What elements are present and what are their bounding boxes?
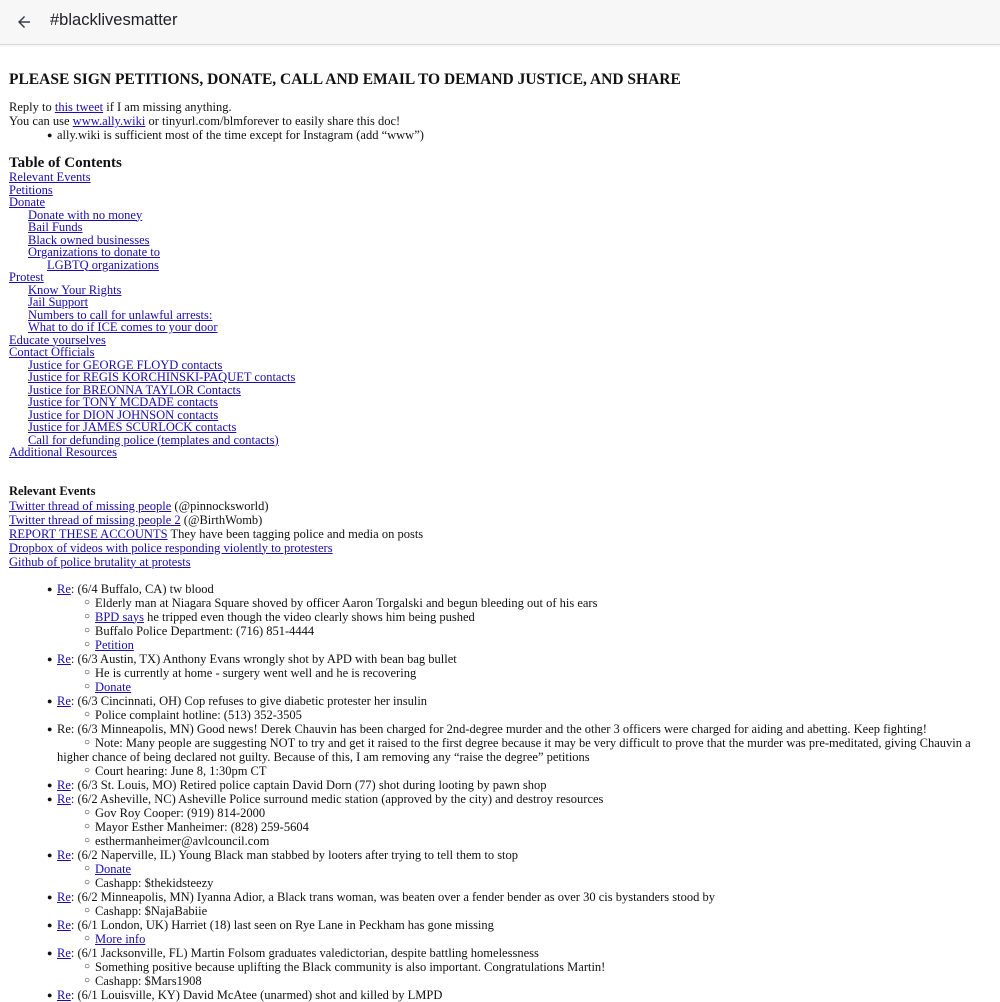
event-subitem: [9, 680, 994, 694]
subitem-text: Gov Roy Cooper: (919) 814-2000: [95, 805, 266, 820]
event-item: [9, 722, 994, 736]
toc-link[interactable]: Justice for JAMES SCURLOCK contacts: [28, 420, 237, 434]
event-subitem: [9, 736, 994, 764]
re-link[interactable]: Re: [57, 987, 71, 1002]
subitem-link[interactable]: Petition: [95, 637, 134, 652]
event-text: : (6/2 Asheville, NC) Asheville Police surround medic station (approved by the city) and destroy resources: [70, 791, 604, 806]
resource-item: [9, 513, 994, 527]
event-item: [9, 582, 994, 596]
reply-line: [9, 100, 994, 114]
subitem-text: he tripped even though the video clearly shows him being pushed: [143, 609, 475, 624]
resource-item: [9, 541, 994, 555]
subitem-text: Cashapp: $NajaBabiie: [95, 903, 208, 918]
event-item: [9, 792, 994, 806]
subitem-text: Note: Many people are suggesting NOT to try and get it raised to the first degree because it may be very difficult to prove that the murder was pre-meditated, giving Chauvin a higher chance of being declared not guilty. Because of this, I am removing any “raise the degree” petitions: [57, 735, 971, 764]
re-link[interactable]: Re: [57, 777, 71, 792]
re-link[interactable]: Re: [57, 945, 71, 960]
event-text: : (6/4 Buffalo, CA) tw blood: [70, 581, 214, 596]
event-text: Re: (6/3 Minneapolis, MN) Good news! Derek Chauvin has been charged for 2nd-degree murder and the other 3 officers were charged for aiding and abetting. Keep fighting!: [57, 721, 927, 736]
toc-title: Table of Contents: [9, 155, 122, 171]
event-item: [9, 778, 994, 792]
event-subitem: [9, 610, 994, 624]
event-subitem: [9, 820, 994, 834]
resource-item: [9, 555, 994, 569]
toc-link[interactable]: Call for defunding police (templates and contacts): [28, 432, 279, 447]
subitem-link[interactable]: Donate: [95, 679, 132, 694]
toc-link[interactable]: Justice for DION JOHNSON contacts: [28, 407, 219, 422]
share-suffix: or tinyurl.com/blmforever to easily share this doc!: [145, 114, 401, 128]
resource-note: (@pinnocksworld): [171, 498, 269, 513]
event-text: : (6/3 Austin, TX) Anthony Evans wrongly shot by APD with bean bag bullet: [70, 651, 457, 666]
toc-link[interactable]: Relevant Events: [9, 170, 91, 184]
re-link[interactable]: Re: [57, 581, 71, 596]
reply-prefix: Reply to: [9, 100, 55, 114]
toc-link[interactable]: Contact Officials: [9, 345, 95, 359]
resource-link[interactable]: Twitter thread of missing people 2: [9, 512, 181, 527]
toc-link[interactable]: Know Your Rights: [28, 282, 122, 297]
toc-link[interactable]: Organizations to donate to: [28, 245, 161, 259]
event-subitem: [9, 862, 994, 876]
toc-link[interactable]: Educate yourselves: [9, 332, 106, 347]
relevant-events-title: Relevant Events: [9, 483, 96, 498]
resource-links: [9, 499, 994, 569]
arrow-left-icon: [15, 13, 33, 31]
re-link[interactable]: Re: [57, 917, 71, 932]
reply-suffix: if I am missing anything.: [103, 100, 232, 114]
subitem-text: Police complaint hotline: (513) 352-3505: [95, 707, 302, 722]
subitem-text: Cashapp: $Mars1908: [95, 973, 202, 988]
event-subitem: [9, 624, 994, 638]
resource-link[interactable]: REPORT THESE ACCOUNTS: [9, 526, 168, 541]
resource-item: [9, 499, 994, 513]
toc-link[interactable]: Jail Support: [28, 295, 89, 309]
table-of-contents: [9, 171, 994, 459]
event-subitem: [9, 876, 994, 890]
toc-link[interactable]: Justice for GEORGE FLOYD contacts: [28, 357, 223, 372]
toc-link[interactable]: Donate: [9, 195, 46, 209]
event-subitem: [9, 904, 994, 918]
toc-link[interactable]: Black owned businesses: [28, 232, 150, 247]
event-subitem: [9, 596, 994, 610]
event-subitem: [9, 960, 994, 974]
toc-link[interactable]: Protest: [9, 270, 44, 284]
subitem-text: Mayor Esther Manheimer: (828) 259-5604: [95, 819, 309, 834]
event-subitem: [9, 974, 994, 988]
event-text: : (6/1 London, UK) Harriet (18) last seen on Rye Lane in Peckham has gone missing: [70, 917, 494, 932]
event-subitem: [9, 666, 994, 680]
event-subitem: [9, 764, 994, 778]
toc-link[interactable]: Justice for TONY MCDADE contacts: [28, 395, 219, 409]
subitem-text: esthermanheimer@avlcouncil.com: [95, 833, 270, 848]
toc-link[interactable]: Donate with no money: [28, 207, 143, 222]
event-list: [9, 582, 994, 1002]
toc-link[interactable]: Justice for REGIS KORCHINSKI-PAQUET contacts: [28, 370, 296, 384]
subitem-link[interactable]: More info: [95, 931, 146, 946]
event-text: : (6/1 Louisville, KY) David McAtee (unarmed) shot and killed by LMPD: [70, 987, 443, 1002]
subitem-link[interactable]: Donate: [95, 861, 132, 876]
ally-wiki-link[interactable]: www.ally.wiki: [72, 114, 146, 128]
event-subitem: [9, 932, 994, 946]
re-link[interactable]: Re: [57, 791, 71, 806]
toc-link[interactable]: Justice for BREONNA TAYLOR Contacts: [28, 382, 241, 397]
event-item: [9, 988, 994, 1002]
subitem-text: Buffalo Police Department: (716) 851-4444: [95, 623, 315, 638]
re-link[interactable]: Re: [57, 847, 71, 862]
event-subitem: [9, 638, 994, 652]
resource-link[interactable]: Twitter thread of missing people: [9, 498, 172, 513]
event-text: : (6/1 Jacksonville, FL) Martin Folsom graduates valedictorian, despite battling homelessness: [70, 945, 539, 960]
event-item: [9, 694, 994, 708]
event-subitem: [9, 834, 994, 848]
resource-note: (@BirthWomb): [180, 512, 263, 527]
re-link[interactable]: Re: [57, 693, 71, 708]
this-tweet-link[interactable]: this tweet: [54, 100, 104, 114]
document-heading: PLEASE SIGN PETITIONS, DONATE, CALL AND EMAIL TO DEMAND JUSTICE, AND SHARE: [9, 71, 681, 88]
event-item: [9, 652, 994, 666]
page-title: #blacklivesmatter: [50, 11, 178, 29]
subitem-text: Cashapp: $thekidsteezy: [95, 875, 214, 890]
event-text: : (6/3 Cincinnati, OH) Cop refuses to give diabetic protester her insulin: [70, 693, 428, 708]
subitem-text: Something positive because uplifting the Black community is also important. Congratulations Martin!: [95, 959, 606, 974]
resource-link[interactable]: Dropbox of videos with police responding violently to protesters: [9, 540, 333, 555]
event-subitem: [9, 708, 994, 722]
resource-item: [9, 527, 994, 541]
event-item: [9, 890, 994, 904]
event-text: : (6/3 St. Louis, MO) Retired police captain David Dorn (77) shot during looting by pawn shop: [70, 777, 547, 792]
document-body: [9, 70, 994, 1002]
subitem-text: He is currently at home - surgery went well and he is recovering: [95, 665, 417, 680]
subitem-text: Court hearing: June 8, 1:30pm CT: [95, 763, 267, 778]
subitem-link[interactable]: BPD says: [95, 609, 144, 624]
event-item: [9, 946, 994, 960]
event-text: : (6/2 Naperville, IL) Young Black man stabbed by looters after trying to tell them to stop: [70, 847, 519, 862]
toc-link[interactable]: Bail Funds: [28, 220, 83, 234]
toc-link[interactable]: Numbers to call for unlawful arrests:: [28, 307, 213, 322]
share-line: [9, 114, 994, 128]
resource-link[interactable]: Github of police brutality at protests: [9, 554, 191, 569]
resource-note: They have been tagging police and media on posts: [167, 526, 424, 541]
re-link[interactable]: Re: [57, 651, 71, 666]
share-note-bullet: [9, 128, 994, 142]
subitem-wrap: [57, 736, 984, 764]
event-item: [9, 918, 994, 932]
toc-link[interactable]: LGBTQ organizations: [47, 257, 159, 272]
subitem-text: Elderly man at Niagara Square shoved by officer Aaron Torgalski and begun bleeding out of his ears: [95, 595, 598, 610]
event-item: [9, 848, 994, 862]
back-button[interactable]: [12, 10, 36, 34]
re-link[interactable]: Re: [57, 889, 71, 904]
toc-link[interactable]: Petitions: [9, 182, 53, 197]
event-text: : (6/2 Minneapolis, MN) Iyanna Adior, a Black trans woman, was beaten over a fender bender as over 30 cis bystanders stood by: [70, 889, 716, 904]
app-bar: [0, 0, 1000, 45]
toc-link[interactable]: What to do if ICE comes to your door: [28, 320, 218, 334]
toc-link[interactable]: Additional Resources: [9, 445, 117, 459]
share-prefix: You can use: [9, 114, 73, 128]
event-subitem: [9, 806, 994, 820]
share-note: ally.wiki is sufficient most of the time except for Instagram (add “www”): [57, 128, 424, 142]
